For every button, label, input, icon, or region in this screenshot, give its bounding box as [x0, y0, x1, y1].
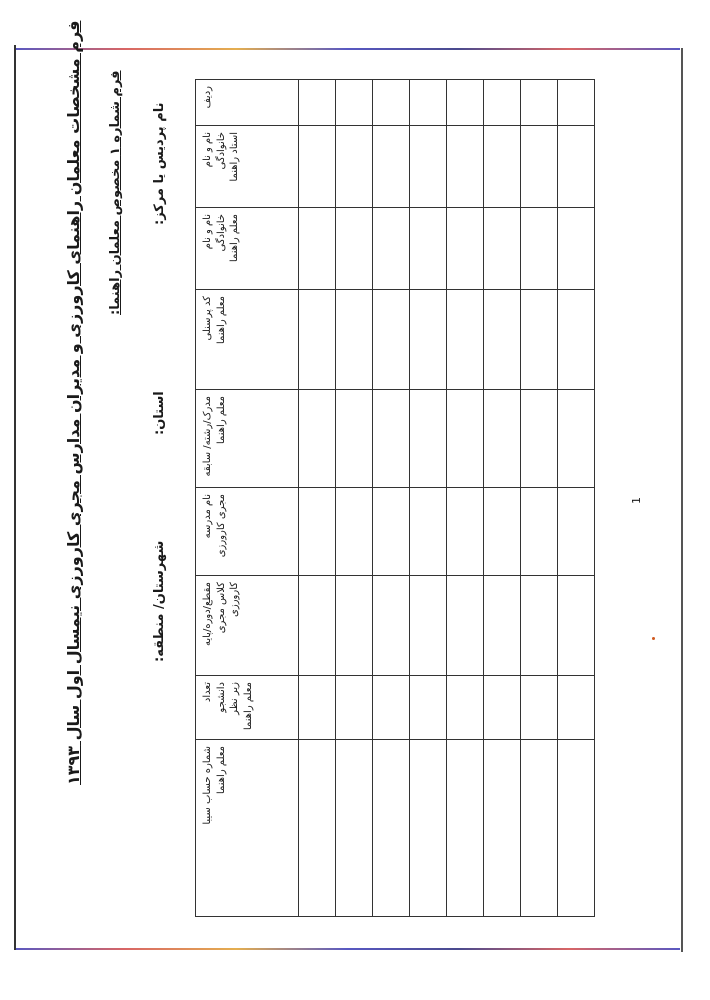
- table-body: [299, 80, 595, 917]
- table-cell[interactable]: [447, 576, 484, 676]
- table-cell[interactable]: [373, 126, 410, 208]
- table-cell[interactable]: [336, 740, 373, 917]
- table-cell[interactable]: [410, 488, 447, 576]
- table-cell[interactable]: [558, 290, 595, 390]
- table-cell[interactable]: [373, 290, 410, 390]
- header-cell: نام مدرسه مجری کارورزی: [196, 488, 299, 576]
- table-cell[interactable]: [299, 576, 336, 676]
- header-cell: نام و نام خانوادگی معلم راهنما: [196, 208, 299, 290]
- table-cell[interactable]: [521, 126, 558, 208]
- table-cell[interactable]: [373, 740, 410, 917]
- scan-speck: [652, 637, 655, 640]
- table-row: [484, 80, 521, 917]
- form-title: فرم مشخصات معلمان راهنمای کارورزی و مدیران مدارس مجری کارورزی نیمسال اول سال ۱۳۹۳: [64, 20, 83, 785]
- table-cell[interactable]: [558, 80, 595, 126]
- table-cell[interactable]: [521, 676, 558, 740]
- table-cell[interactable]: [373, 390, 410, 488]
- page-number: 1: [630, 497, 643, 504]
- table-cell[interactable]: [299, 390, 336, 488]
- table-cell[interactable]: [336, 676, 373, 740]
- table-cell[interactable]: [410, 676, 447, 740]
- table-cell[interactable]: [373, 80, 410, 126]
- table-row: [336, 80, 373, 917]
- table-cell[interactable]: [447, 126, 484, 208]
- table-cell[interactable]: [447, 740, 484, 917]
- table-cell[interactable]: [336, 576, 373, 676]
- table-cell[interactable]: [299, 676, 336, 740]
- table-cell[interactable]: [373, 676, 410, 740]
- table-cell[interactable]: [410, 740, 447, 917]
- table-cell[interactable]: [558, 676, 595, 740]
- table-cell[interactable]: [410, 80, 447, 126]
- table-header-row: [196, 80, 299, 917]
- table-cell[interactable]: [521, 208, 558, 290]
- table-cell[interactable]: [558, 488, 595, 576]
- table-cell[interactable]: [299, 80, 336, 126]
- table-cell[interactable]: [484, 488, 521, 576]
- header-cell: نام و نام خانوادگی استاد راهنما: [196, 126, 299, 208]
- table-cell[interactable]: [521, 488, 558, 576]
- table-cell[interactable]: [410, 576, 447, 676]
- campus-label: نام پردیس یا مرکز:: [152, 102, 167, 225]
- table-cell[interactable]: [410, 126, 447, 208]
- table-row: [299, 80, 336, 917]
- header-cell: کد پرسنلی معلم راهنما: [196, 290, 299, 390]
- table-cell[interactable]: [521, 576, 558, 676]
- table-cell[interactable]: [521, 290, 558, 390]
- teachers-table: [195, 79, 595, 917]
- table-cell[interactable]: [484, 390, 521, 488]
- table-cell[interactable]: [447, 80, 484, 126]
- table-cell[interactable]: [336, 290, 373, 390]
- table-cell[interactable]: [558, 126, 595, 208]
- table-cell[interactable]: [484, 80, 521, 126]
- table-row: [521, 80, 558, 917]
- table-cell[interactable]: [447, 676, 484, 740]
- table-cell[interactable]: [484, 676, 521, 740]
- table-cell[interactable]: [447, 290, 484, 390]
- table-cell[interactable]: [410, 290, 447, 390]
- table-row: [447, 80, 484, 917]
- table-row: [558, 80, 595, 917]
- table-cell[interactable]: [558, 740, 595, 917]
- table-cell[interactable]: [336, 488, 373, 576]
- table-cell[interactable]: [484, 290, 521, 390]
- header-cell: مدرک/رشته/ سابقه معلم راهنما: [196, 390, 299, 488]
- header-cell: ردیف: [196, 80, 299, 126]
- table-cell[interactable]: [484, 740, 521, 917]
- table-cell[interactable]: [558, 390, 595, 488]
- form-subtitle: فرم شماره ۱ مخصوص معلمان راهنما:: [108, 70, 123, 315]
- header-cell: تعداد دانشجو زیر نظر معلم راهنما: [196, 676, 299, 740]
- province-label: استان:: [152, 391, 167, 435]
- table-cell[interactable]: [299, 208, 336, 290]
- table-cell[interactable]: [336, 208, 373, 290]
- table-cell[interactable]: [410, 390, 447, 488]
- table-cell[interactable]: [299, 290, 336, 390]
- table-cell[interactable]: [373, 488, 410, 576]
- table-row: [373, 80, 410, 917]
- table-cell[interactable]: [336, 390, 373, 488]
- table-cell[interactable]: [447, 488, 484, 576]
- table-cell[interactable]: [373, 208, 410, 290]
- table-cell[interactable]: [410, 208, 447, 290]
- table-cell[interactable]: [336, 126, 373, 208]
- table-cell[interactable]: [521, 390, 558, 488]
- table-cell[interactable]: [484, 126, 521, 208]
- table-cell[interactable]: [447, 208, 484, 290]
- header-cell: مقطع/دوره/پایه کلاس مجری کارورزی: [196, 576, 299, 676]
- table-cell[interactable]: [373, 576, 410, 676]
- city-label: شهرستان/ منطقه:: [152, 540, 167, 662]
- table-cell[interactable]: [558, 576, 595, 676]
- table-cell[interactable]: [484, 576, 521, 676]
- table-cell[interactable]: [484, 208, 521, 290]
- table-cell[interactable]: [521, 740, 558, 917]
- table-cell[interactable]: [521, 80, 558, 126]
- table-cell[interactable]: [336, 80, 373, 126]
- table-row: [410, 80, 447, 917]
- table-cell[interactable]: [299, 740, 336, 917]
- header-cell: شماره حساب سیبا معلم راهنما: [196, 740, 299, 917]
- table-cell[interactable]: [558, 208, 595, 290]
- table-cell[interactable]: [299, 126, 336, 208]
- table-cell[interactable]: [447, 390, 484, 488]
- table-cell[interactable]: [299, 488, 336, 576]
